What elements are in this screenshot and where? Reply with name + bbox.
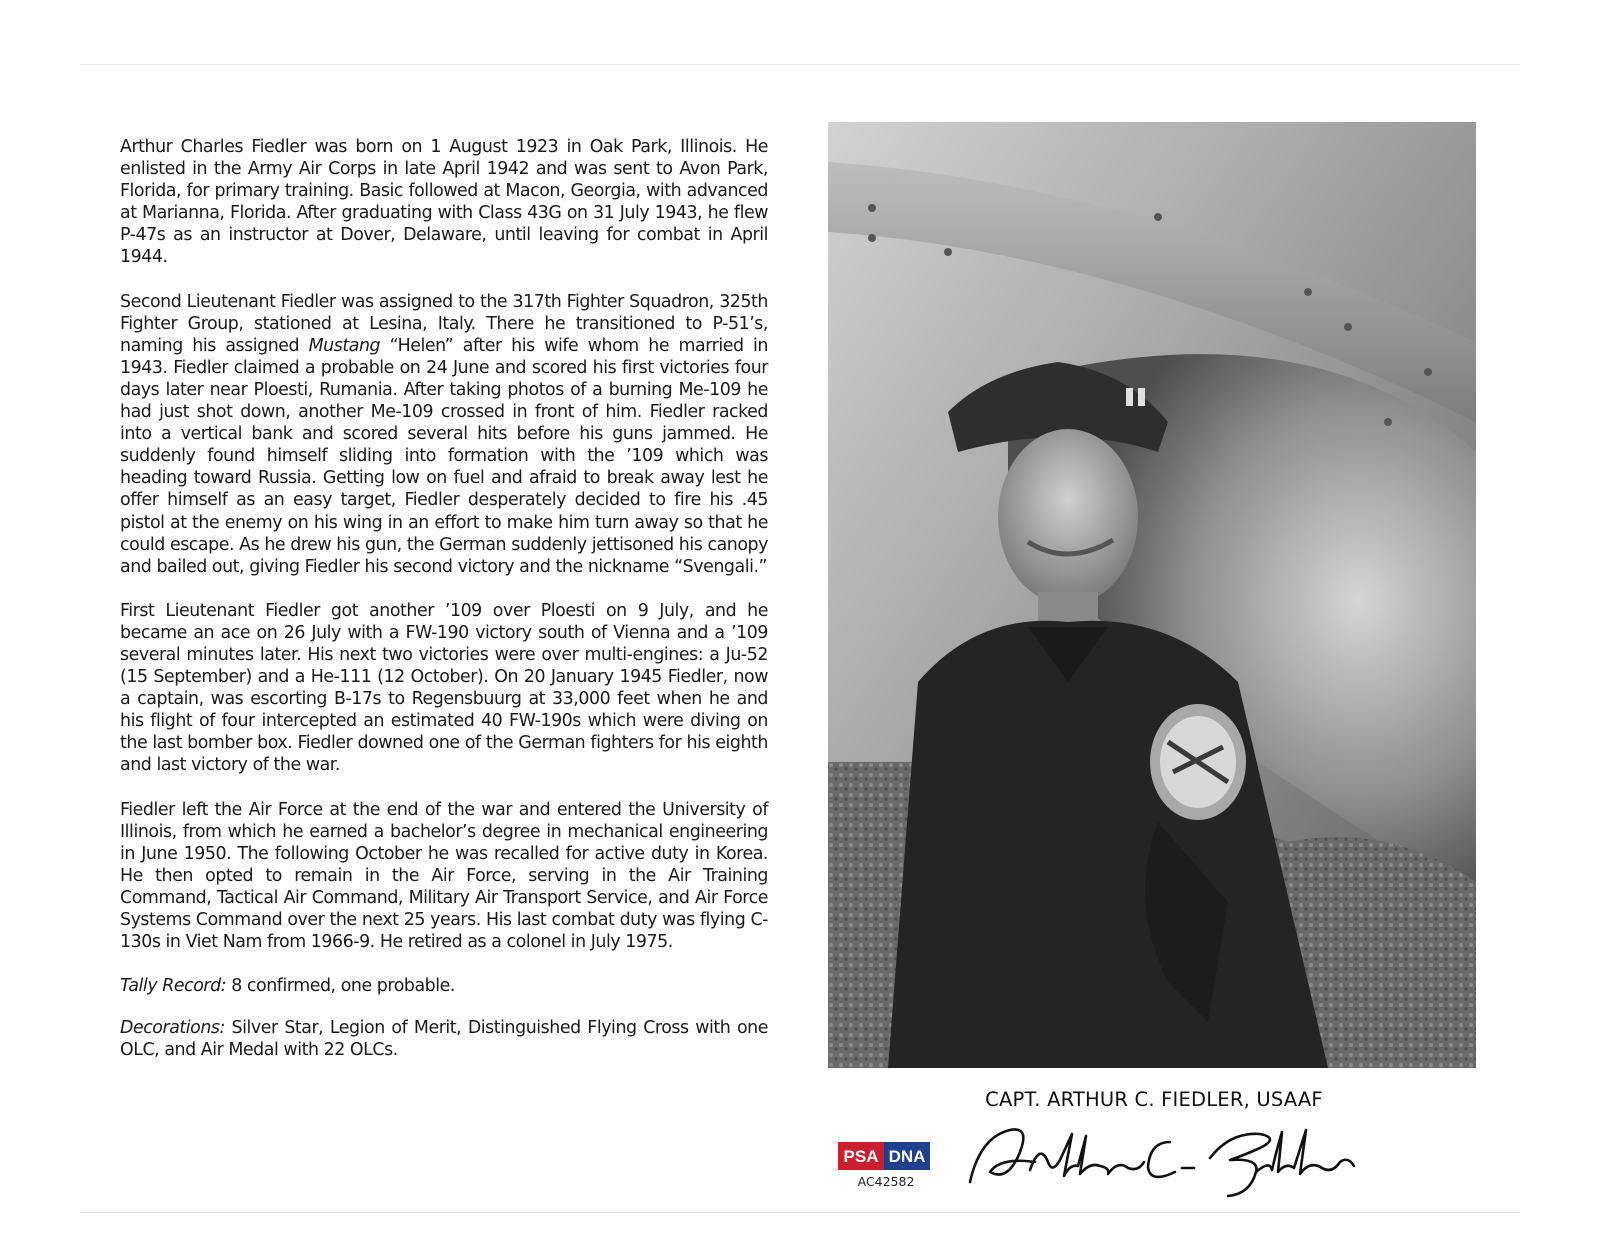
tally-value: 8 confirmed, one probable. [226,976,455,997]
bio-p2-part-a: Second Lieutenant Fiedler was assigned to the 317th Fighter Squadron, 325th Fighter Group, stationed at Lesina, Italy. There he transitioned to P-51’s, naming his assigned [120,291,768,356]
tally-label: Tally Record: [120,976,227,997]
bio-paragraph-career: Fiedler left the Air Force at the end of the war and entered the University of Illinois, from which he earned a bachelor’s degree in mechanical engineering in June 1950. The following October he was recalled for active duty in Korea. He then opted to remain in the Air Force, serving in the Air Training Command, Tactical Air Command, Military Air Transport Service, and Air Force Systems Command over the next 25 years. His last combat duty was flying C-130s in Viet Nam from 1966-9. He retired as a colonel in July 1975. [120,799,768,953]
bio-p2-part-b: “Helen” after his wife whom he married in 1943. Fiedler claimed a probable on 24 June and scored his first victories four days later near Ploesti, Rumania. After taking photos of a burning Me-109 he had just shot down, another Me-109 crossed in front of him. Fiedler racked into a vertical bank and scored several hits before his guns jammed. He suddenly found himself sliding into formation with the ’109 which was heading toward Russia. Getting low on fuel and afraid to break away lest he offer himself as an easy target, Fiedler desperately decided to fire his .45 pistol at the enemy on his wing in an effort to make him turn away so that he could escape. As he drew his gun, the German suddenly jettisoned his canopy and bailed out, giving Fiedler his second victory and the nickname “Svengali.” [120,335,768,577]
biography-text [120,136,768,1083]
mustang-italic: Mustang [308,335,381,356]
tally-record [120,975,768,997]
bottom-rule [80,1212,1520,1213]
decorations-value: Silver Star, Legion of Merit, Distinguished Flying Cross with one OLC, and Air Medal with 22 OLCs. [120,1018,768,1061]
decorations-label: Decorations: [120,1018,225,1039]
svg-text:PSA: PSA [843,1147,879,1166]
psa-dna-logo [838,1142,930,1170]
bio-paragraph-birth-training: Arthur Charles Fiedler was born on 1 August 1923 in Oak Park, Illinois. He enlisted in the Army Air Corps in late April 1942 and was sent to Avon Park, Florida, for primary training. Basic followed at Macon, Georgia, with advanced at Marianna, Florida. After graduating with Class 43G on 31 July 1943, he flew P-47s as an instructor at Dover, Delaware, until leaving for combat in April 1944. [120,137,768,268]
autograph-signature [960,1112,1420,1202]
bio-paragraph-combat [120,291,768,578]
top-rule [80,64,1520,65]
portrait-photo [828,122,1476,1068]
bio-paragraph-ace: First Lieutenant Fiedler got another ’109 over Ploesti on 9 July, and he became an ace on 26 July with a FW-190 victory south of Vienna and a ’109 several minutes later. His next two victories were over multi-engines: a Ju-52 (15 September) and a He-111 (12 October). On 20 January 1945 Fiedler, now a captain, was escorting B-17s to Regensbuurg at 33,000 feet when he and his flight of four intercepted an estimated 40 FW-190s which were diving on the last bomber box. Fiedler downed one of the German fighters for his eighth and last victory of the war. [120,600,768,776]
decorations [120,1017,768,1061]
certificate-number: AC42582 [857,1174,915,1189]
photo-caption: CAPT. ARTHUR C. FIEDLER, USAAF [985,1088,1323,1111]
svg-text:DNA: DNA [888,1147,926,1166]
